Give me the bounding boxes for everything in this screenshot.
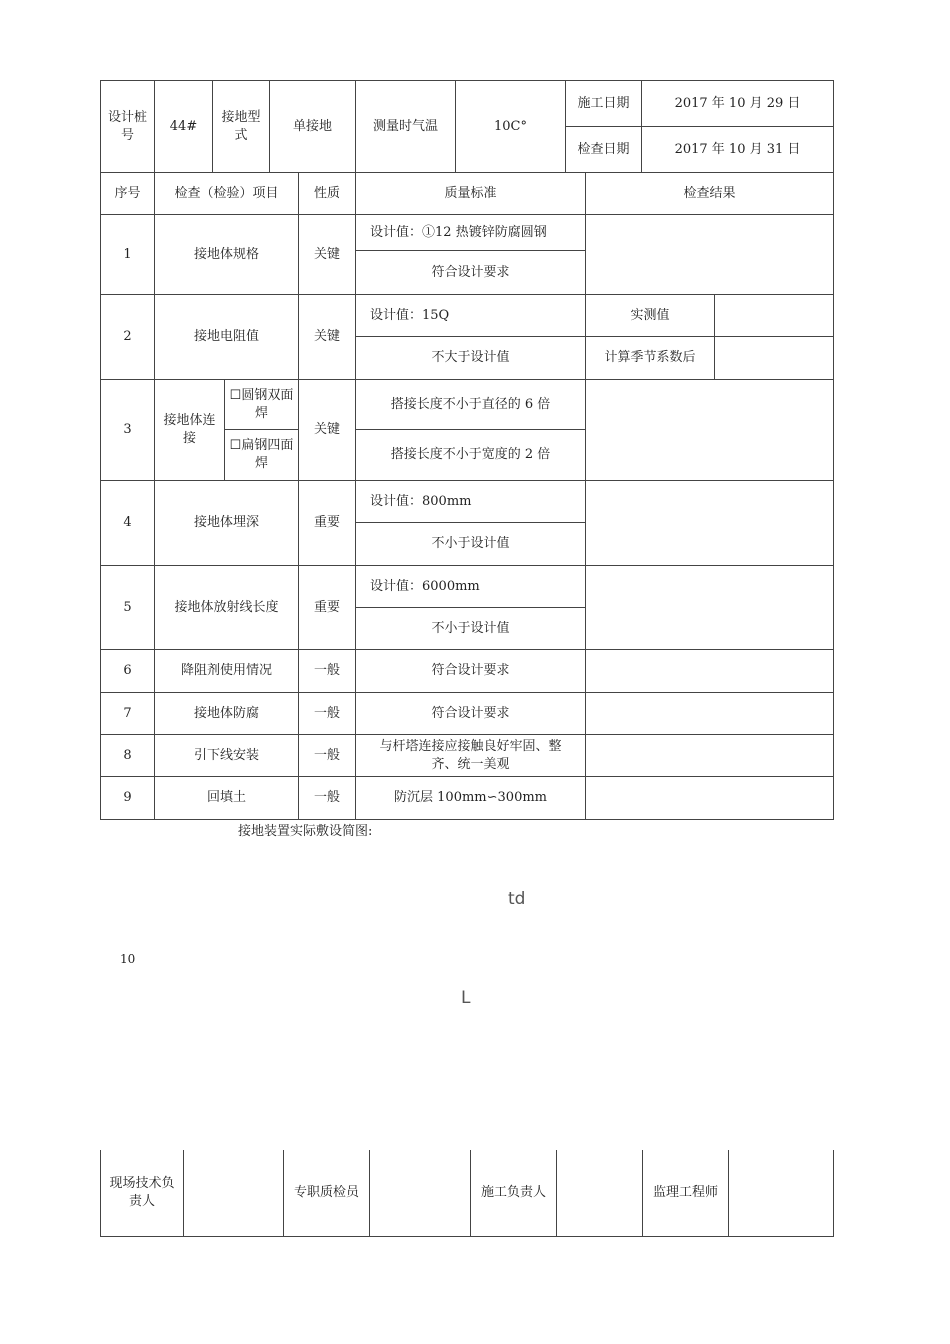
tech-lead-label: 现场技术负责人 bbox=[101, 1150, 184, 1236]
table-row bbox=[101, 735, 834, 777]
row-standard: 不小于设计值 bbox=[356, 523, 586, 566]
flat-steel-option[interactable]: ☐扁钢四面焊 bbox=[225, 430, 299, 481]
row-nature: 重要 bbox=[299, 566, 356, 650]
qc-inspector-label: 专职质检员 bbox=[284, 1150, 370, 1236]
table-row bbox=[101, 295, 834, 337]
row-item: 接地体埋深 bbox=[155, 481, 299, 566]
round-steel-option[interactable]: ☐圆钢双面焊 bbox=[225, 380, 299, 430]
measured-label: 实测值 bbox=[586, 295, 715, 337]
builder-label: 施工负责人 bbox=[471, 1150, 557, 1236]
row-item: 引下线安装 bbox=[155, 735, 299, 777]
row-no: 1 bbox=[101, 215, 155, 295]
table-row bbox=[101, 481, 834, 523]
inspection-table bbox=[100, 172, 834, 820]
temp-label: 测量时气温 bbox=[356, 81, 456, 173]
row-result[interactable] bbox=[586, 566, 834, 650]
row-item: 接地电阻值 bbox=[155, 295, 299, 380]
row-no: 8 bbox=[101, 735, 155, 777]
row-nature: 关键 bbox=[299, 295, 356, 380]
row-standard: 与杆塔连接应接触良好牢固、整齐、统一美观 bbox=[356, 735, 586, 777]
col-result: 检查结果 bbox=[586, 173, 834, 215]
row-standard-design: 设计值：15Q bbox=[356, 295, 586, 337]
pile-value: 44# bbox=[155, 81, 213, 173]
seasonal-label: 计算季节系数后 bbox=[586, 337, 715, 380]
row-standard: 不小于设计值 bbox=[356, 608, 586, 650]
col-no: 序号 bbox=[101, 173, 155, 215]
row-no: 6 bbox=[101, 650, 155, 693]
tech-lead-signature[interactable] bbox=[184, 1150, 284, 1236]
build-date-value: 2017 年 10 月 29 日 bbox=[642, 81, 834, 127]
measured-value[interactable] bbox=[715, 295, 834, 337]
sketch-caption: 接地装置实际敷设简图: bbox=[238, 824, 373, 839]
table-row bbox=[101, 566, 834, 608]
row-standard-design: 设计值：①12 热镀锌防腐圆钢 bbox=[356, 215, 586, 251]
row-result[interactable] bbox=[586, 650, 834, 693]
row-nature: 一般 bbox=[299, 735, 356, 777]
seasonal-value[interactable] bbox=[715, 337, 834, 380]
row-standard: 搭接长度不小于直径的 6 倍 bbox=[356, 380, 586, 430]
qc-inspector-signature[interactable] bbox=[370, 1150, 471, 1236]
table-row bbox=[101, 777, 834, 820]
header-table bbox=[100, 80, 834, 173]
table-row bbox=[101, 693, 834, 735]
row-nature: 一般 bbox=[299, 777, 356, 820]
check-date-value: 2017 年 10 月 31 日 bbox=[642, 127, 834, 173]
row-nature: 一般 bbox=[299, 693, 356, 735]
supervisor-signature[interactable] bbox=[729, 1150, 834, 1236]
row-item: 接地体放射线长度 bbox=[155, 566, 299, 650]
row-no: 5 bbox=[101, 566, 155, 650]
row-no: 9 bbox=[101, 777, 155, 820]
row-result[interactable] bbox=[586, 693, 834, 735]
table-row bbox=[101, 650, 834, 693]
row-standard: 不大于设计值 bbox=[356, 337, 586, 380]
row-standard: 符合设计要求 bbox=[356, 693, 586, 735]
row-no: 3 bbox=[101, 380, 155, 481]
row-nature: 关键 bbox=[299, 380, 356, 481]
row-standard: 防沉层 100mm∽300mm bbox=[356, 777, 586, 820]
temp-value: 10C° bbox=[456, 81, 566, 173]
type-label: 接地型式 bbox=[213, 81, 270, 173]
row-result[interactable] bbox=[586, 735, 834, 777]
row-standard-design: 设计值：6000mm bbox=[356, 566, 586, 608]
row-standard: 符合设计要求 bbox=[356, 650, 586, 693]
row-standard: 符合设计要求 bbox=[356, 251, 586, 295]
type-value: 单接地 bbox=[270, 81, 356, 173]
col-standard: 质量标准 bbox=[356, 173, 586, 215]
col-nature: 性质 bbox=[299, 173, 356, 215]
row-item: 接地体连接 bbox=[155, 380, 225, 481]
row-no: 2 bbox=[101, 295, 155, 380]
row-item: 降阻剂使用情况 bbox=[155, 650, 299, 693]
signature-table bbox=[100, 1150, 834, 1237]
table-row bbox=[101, 215, 834, 251]
sketch-mark-td: td bbox=[508, 889, 526, 909]
row-item: 回填土 bbox=[155, 777, 299, 820]
build-date-label: 施工日期 bbox=[566, 81, 642, 127]
row-result[interactable] bbox=[586, 481, 834, 566]
row-standard-design: 设计值：800mm bbox=[356, 481, 586, 523]
col-item: 检查（检验）项目 bbox=[155, 173, 299, 215]
row-item: 接地体防腐 bbox=[155, 693, 299, 735]
supervisor-label: 监理工程师 bbox=[643, 1150, 729, 1236]
row-no: 4 bbox=[101, 481, 155, 566]
row-nature: 重要 bbox=[299, 481, 356, 566]
pile-label: 设计桩号 bbox=[101, 81, 155, 173]
row-no: 7 bbox=[101, 693, 155, 735]
builder-signature[interactable] bbox=[557, 1150, 643, 1236]
table-row bbox=[101, 380, 834, 430]
check-date-label: 检查日期 bbox=[566, 127, 642, 173]
row-result[interactable] bbox=[586, 215, 834, 295]
row-result[interactable] bbox=[586, 777, 834, 820]
sketch-mark-10: 10 bbox=[120, 952, 136, 966]
table-header-row bbox=[101, 173, 834, 215]
row-nature: 关键 bbox=[299, 215, 356, 295]
sketch-mark-l: L bbox=[461, 988, 471, 1008]
row-result[interactable] bbox=[586, 380, 834, 481]
row-standard: 搭接长度不小于宽度的 2 倍 bbox=[356, 430, 586, 481]
row-nature: 一般 bbox=[299, 650, 356, 693]
row-item: 接地体规格 bbox=[155, 215, 299, 295]
